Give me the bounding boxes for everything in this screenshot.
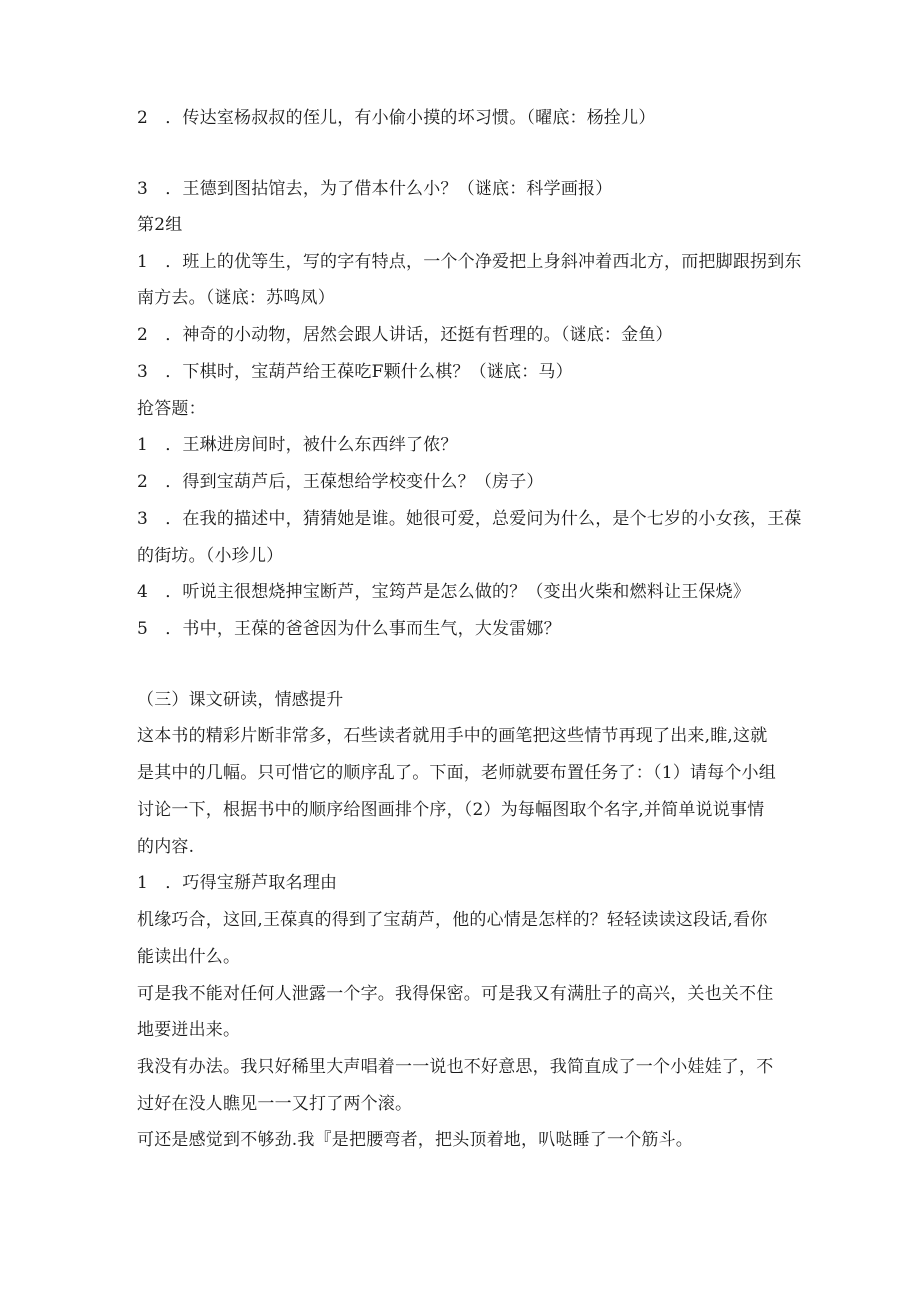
excerpt-3: 可还是感觉到不够劲.我『是把腰弯者，把头顶着地，叭哒睡了一个筋斗。 (137, 1130, 694, 1150)
quick-question-3-line1: 3 ．在我的描述中，猜猜她是谁。她很可爱，总爱问为什么，是个七岁的小女孩，王葆 (137, 509, 802, 529)
quick-question-1: 1 ．王琳进房间时，被什么东西绊了侬？ (137, 435, 458, 455)
group2-riddle-1-line1: 1 ．班上的优等生，写的字有特点，一个个净爱把上身斜冲着西北方，而把脚跟拐到东 (137, 252, 802, 272)
quick-answer-heading: 抢答题： (137, 399, 206, 419)
quick-question-4: 4 ．听说主很想烧抻宝断芦，宝筠芦是怎么做的？（变出火柴和燃料让王保烧》 (137, 582, 751, 602)
excerpt-1-line1: 可是我不能对任何人泄露一个字。我得保密。可是我又有满肚子的高兴，关也关不住 (137, 984, 774, 1004)
group2-riddle-3: 3 ．下棋时，宝葫芦给王葆吃F颗什么棋？（谜底：马） (137, 362, 573, 382)
group-2-heading: 第2组 (137, 215, 183, 235)
intro-paragraph-line2: 是其中的几幅。只可惜它的顺序乱了。下面，老师就要布置任务了：（1）请每个小组 (137, 763, 776, 783)
reading-prompt-line2: 能读出什么。 (137, 947, 241, 967)
riddle-3-science-pictorial: 3 ．王德到图拈馆去，为了借本什么小？（谜底：科学画报） (137, 179, 613, 199)
subsection-1-heading: 1 ．巧得宝掰芦取名理由 (137, 873, 338, 893)
quick-question-2: 2 ．得到宝葫芦后，王葆想给学校变什么？（房子） (137, 472, 544, 492)
group2-riddle-1-line2: 南方去。（谜底：苏鸣凤） (137, 288, 335, 308)
excerpt-2-line1: 我没有办法。我只好稀里大声唱着一一说也不好意思，我简直成了一个小娃娃了，不 (137, 1057, 774, 1077)
group2-riddle-2: 2 ．神奇的小动物，居然会跟人讲话，还挺有哲理的。（谜底：金鱼） (137, 325, 673, 345)
riddle-2-yang-shuaner: 2 ．传达室杨叔叔的侄儿，有小偷小摸的坏习惯。（曜底：杨拴儿） (137, 108, 656, 128)
reading-prompt-line1: 机缘巧合，这回,王葆真的得到了宝葫芦，他的心情是怎样的？轻轻读读这段话,看你 (137, 910, 768, 930)
intro-paragraph-line1: 这本书的精彩片断非常多，石些读者就用手中的画笔把这些情节再现了出来,睢,这就 (137, 726, 768, 746)
quick-question-3-line2: 的街坊。（小珍儿） (137, 546, 284, 566)
quick-question-5: 5 ．书中，王葆的爸爸因为什么事而生气，大发雷娜？ (137, 619, 561, 639)
excerpt-1-line2: 地要迸出来。 (137, 1020, 241, 1040)
intro-paragraph-line4: 的内容. (137, 837, 195, 857)
excerpt-2-line2: 过好在没人瞧见一一又打了两个滚。 (137, 1094, 413, 1114)
section-3-heading: （三）课文研读，情感提升 (137, 690, 344, 710)
intro-paragraph-line3: 讨论一下，根据书中的顺序给图画排个序，（2）为每幅图取个名字,并简单说说事情 (137, 800, 765, 820)
